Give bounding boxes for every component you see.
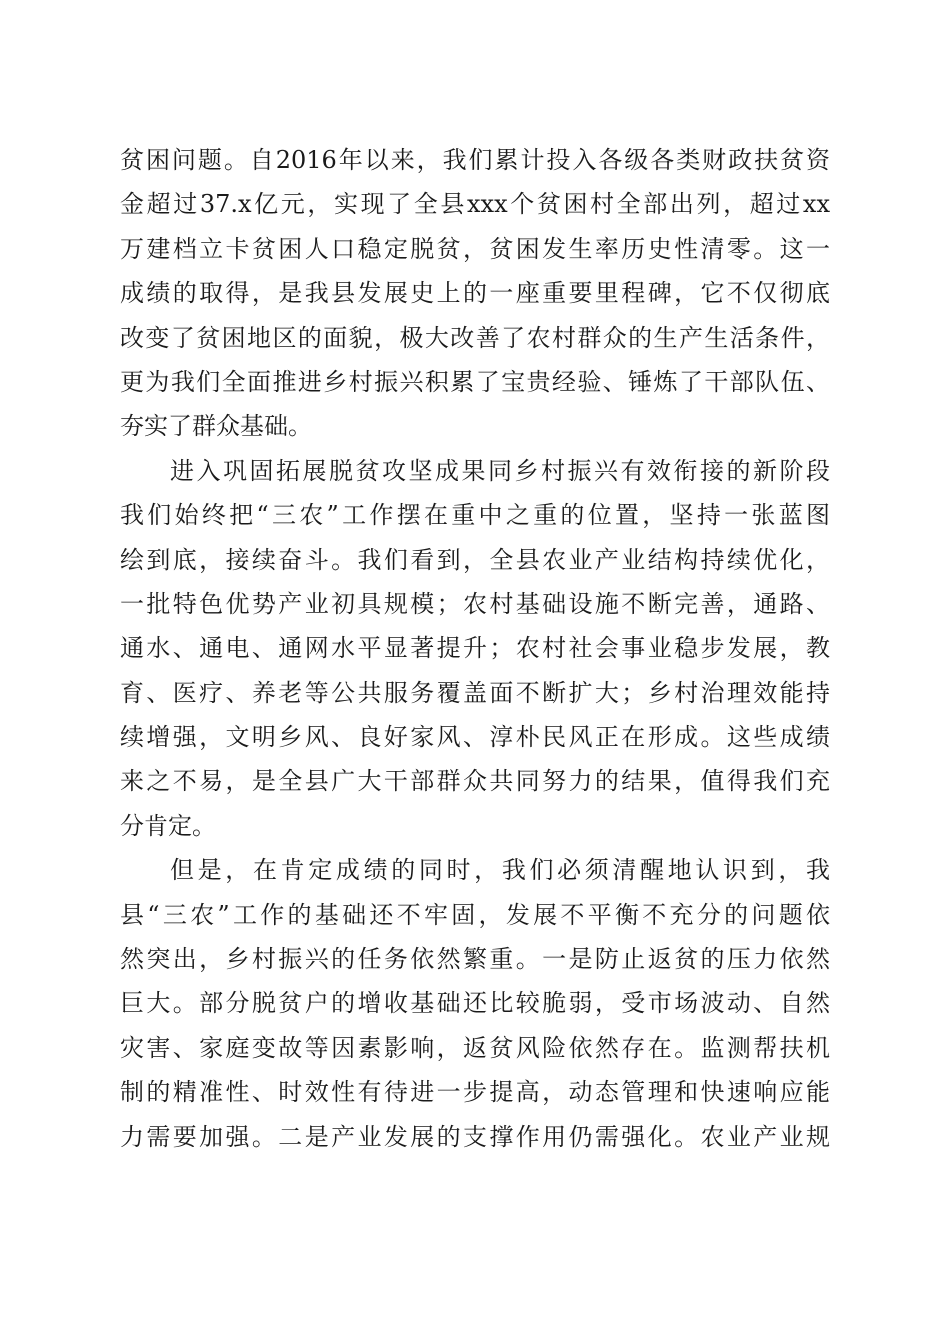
paragraph-3	[120, 848, 830, 1159]
paragraph-line: 一批特色优势产业初具规模；农村基础设施不断完善，通路、	[120, 589, 830, 618]
paragraph-line: 灾害、家庭变故等因素影响，返贫风险依然存在。监测帮扶机	[120, 1033, 830, 1062]
paragraph-line: 我们始终把“三农”工作摆在重中之重的位置，坚持一张蓝图	[120, 501, 830, 530]
paragraph-line: 进入巩固拓展脱贫攻坚成果同乡村振兴有效衔接的新阶段	[170, 456, 830, 485]
paragraph-line: 贫困问题。自2016年以来，我们累计投入各级各类财政扶贫资	[120, 146, 830, 174]
paragraph-line: 育、医疗、养老等公共服务覆盖面不断扩大；乡村治理效能持	[120, 678, 830, 707]
paragraph-line: 但是，在肯定成绩的同时，我们必须清醒地认识到，我	[170, 856, 830, 885]
paragraph-line: 通水、通电、通网水平显著提升；农村社会事业稳步发展，教	[120, 634, 830, 663]
paragraph-1	[120, 138, 830, 449]
paragraph-line: 来之不易，是全县广大干部群众共同努力的结果，值得我们充	[120, 767, 830, 796]
paragraph-line: 更为我们全面推进乡村振兴积累了宝贵经验、锤炼了干部队伍、	[120, 367, 830, 396]
paragraph-line: 分肯定。	[120, 811, 216, 840]
paragraph-line: 续增强，文明乡风、良好家风、淳朴民风正在形成。这些成绩	[120, 723, 830, 752]
paragraph-line: 金超过37.x亿元，实现了全县xxx个贫困村全部出列，超过xx	[120, 190, 830, 219]
paragraph-2	[120, 449, 830, 849]
paragraph-line: 成绩的取得，是我县发展史上的一座重要里程碑，它不仅彻底	[120, 279, 830, 308]
paragraph-line: 巨大。部分脱贫户的增收基础还比较脆弱，受市场波动、自然	[120, 989, 830, 1018]
paragraph-line: 改变了贫困地区的面貌，极大改善了农村群众的生产生活条件，	[120, 323, 830, 352]
paragraph-line: 万建档立卡贫困人口稳定脱贫，贫困发生率历史性清零。这一	[120, 234, 830, 263]
paragraph-line: 绘到底，接续奋斗。我们看到，全县农业产业结构持续优化，	[120, 545, 830, 574]
paragraph-line: 力需要加强。二是产业发展的支撑作用仍需强化。农业产业规	[120, 1122, 830, 1151]
paragraph-line: 然突出，乡村振兴的任务依然繁重。一是防止返贫的压力依然	[120, 945, 830, 974]
paragraph-line: 夯实了群众基础。	[120, 412, 312, 441]
document-body	[120, 138, 830, 1159]
paragraph-line: 县“三农”工作的基础还不牢固，发展不平衡不充分的问题依	[120, 900, 830, 929]
paragraph-line: 制的精准性、时效性有待进一步提高，动态管理和快速响应能	[120, 1078, 830, 1107]
